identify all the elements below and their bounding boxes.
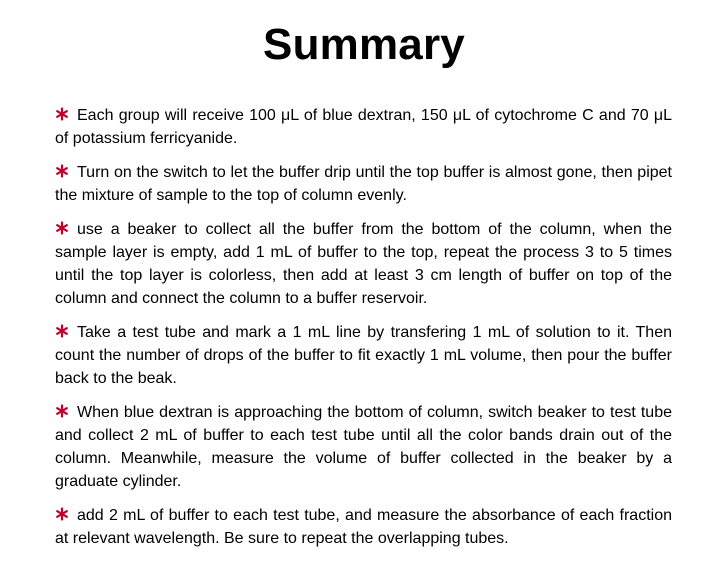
asterisk-bullet-icon [55, 507, 69, 521]
bullet-item [55, 218, 672, 310]
asterisk-bullet-icon [55, 324, 69, 338]
bullet-item [55, 321, 672, 390]
bullet-text: Take a test tube and mark a 1 mL line by transfering 1 mL of solution to it. Then count the number of drops of the buffer to fit exactly 1 mL volume, then pour the buffer back to the beak. [55, 324, 672, 387]
bullet-text: Turn on the switch to let the buffer drip until the top buffer is almost gone, then pipet the mixture of sample to the top of column evenly. [55, 164, 672, 204]
bullet-item [55, 161, 672, 207]
asterisk-bullet-icon [55, 221, 69, 235]
bullet-list [55, 104, 672, 561]
bullet-item [55, 504, 672, 550]
asterisk-bullet-icon [55, 164, 69, 178]
bullet-text: When blue dextran is approaching the bottom of column, switch beaker to test tube and collect 2 mL of buffer to each test tube until all the color bands drain out of the column. Meanwhile, measure the volume of buffer collected in the beaker by a graduate cylinder. [55, 404, 672, 490]
bullet-text: use a beaker to collect all the buffer from the bottom of the column, when the sample layer is empty, add 1 mL of buffer to the top, repeat the process 3 to 5 times until the top layer is colorless, then add at least 3 cm length of buffer on top of the column and connect the column to a buffer reservoir. [55, 221, 672, 307]
bullet-item [55, 401, 672, 493]
asterisk-bullet-icon [55, 404, 69, 418]
bullet-text: add 2 mL of buffer to each test tube, and measure the absorbance of each fraction at relevant wavelength. Be sure to repeat the overlapping tubes. [55, 507, 672, 547]
bullet-text: Each group will receive 100 μL of blue dextran, 150 μL of cytochrome C and 70 μL of potassium ferricyanide. [55, 107, 672, 147]
bullet-item [55, 104, 672, 150]
slide-title: Summary [263, 20, 465, 69]
asterisk-bullet-icon [55, 107, 69, 121]
